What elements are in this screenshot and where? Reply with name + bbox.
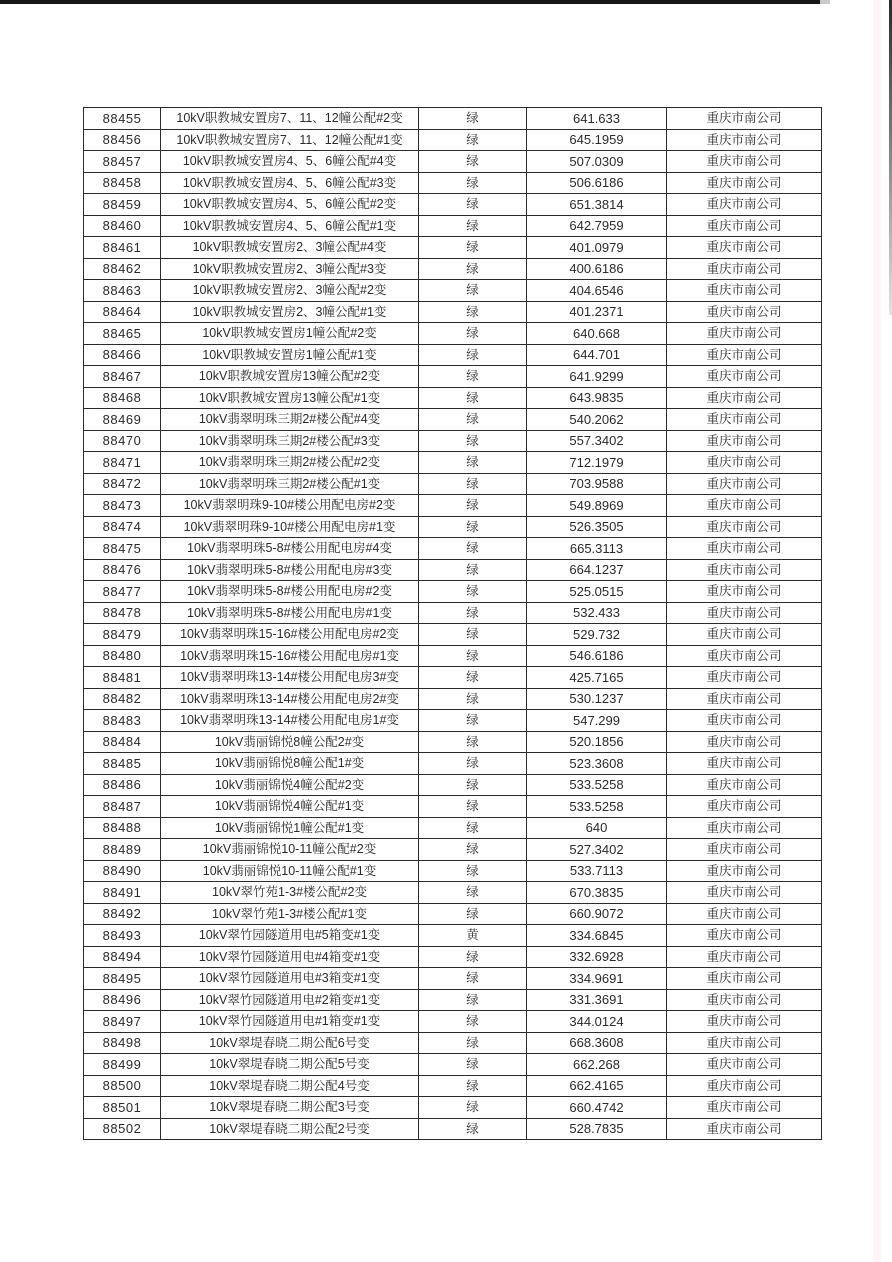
- cell-value: 703.9588: [527, 473, 667, 495]
- cell-company: 重庆市南公司: [667, 796, 822, 818]
- table-row: [84, 215, 822, 237]
- cell-value: 640: [527, 817, 667, 839]
- cell-company: 重庆市南公司: [667, 1054, 822, 1076]
- cell-company: 重庆市南公司: [667, 602, 822, 624]
- table-row: [84, 516, 822, 538]
- cell-station-name: 10kV翠堤春晓二期公配6号变: [161, 1032, 419, 1054]
- cell-value: 401.2371: [527, 301, 667, 323]
- cell-value: 540.2062: [527, 409, 667, 431]
- table-row: [84, 774, 822, 796]
- cell-station-name: 10kV职教城安置房2、3幢公配#3变: [161, 258, 419, 280]
- cell-company: 重庆市南公司: [667, 774, 822, 796]
- cell-station-name: 10kV翡翠明珠三期2#楼公配#4变: [161, 409, 419, 431]
- cell-station-name: 10kV翡翠明珠三期2#楼公配#3变: [161, 430, 419, 452]
- cell-company: 重庆市南公司: [667, 344, 822, 366]
- cell-station-name: 10kV翡丽锦悦10-11幢公配#1变: [161, 860, 419, 882]
- cell-company: 重庆市南公司: [667, 753, 822, 775]
- cell-company: 重庆市南公司: [667, 430, 822, 452]
- cell-record-id: 88488: [84, 817, 161, 839]
- cell-company: 重庆市南公司: [667, 903, 822, 925]
- cell-status: 绿: [419, 882, 527, 904]
- cell-company: 重庆市南公司: [667, 129, 822, 151]
- cell-station-name: 10kV翠竹园隧道用电#5箱变#1变: [161, 925, 419, 947]
- cell-status: 绿: [419, 1118, 527, 1140]
- table-row: [84, 129, 822, 151]
- cell-value: 404.6546: [527, 280, 667, 302]
- cell-value: 532.433: [527, 602, 667, 624]
- cell-station-name: 10kV翡翠明珠9-10#楼公用配电房#2变: [161, 495, 419, 517]
- cell-company: 重庆市南公司: [667, 1097, 822, 1119]
- cell-station-name: 10kV翠堤春晓二期公配2号变: [161, 1118, 419, 1140]
- cell-status: 绿: [419, 129, 527, 151]
- cell-record-id: 88467: [84, 366, 161, 388]
- cell-company: 重庆市南公司: [667, 215, 822, 237]
- cell-value: 334.9691: [527, 968, 667, 990]
- cell-company: 重庆市南公司: [667, 731, 822, 753]
- cell-company: 重庆市南公司: [667, 968, 822, 990]
- cell-company: 重庆市南公司: [667, 645, 822, 667]
- cell-value: 400.6186: [527, 258, 667, 280]
- cell-record-id: 88494: [84, 946, 161, 968]
- cell-station-name: 10kV翠堤春晓二期公配5号变: [161, 1054, 419, 1076]
- cell-company: 重庆市南公司: [667, 1032, 822, 1054]
- table-row: [84, 968, 822, 990]
- table-body: [84, 108, 822, 1140]
- cell-status: 绿: [419, 1054, 527, 1076]
- table-row: [84, 753, 822, 775]
- cell-record-id: 88485: [84, 753, 161, 775]
- cell-value: 425.7165: [527, 667, 667, 689]
- cell-station-name: 10kV职教城安置房4、5、6幢公配#2变: [161, 194, 419, 216]
- cell-station-name: 10kV翡翠明珠三期2#楼公配#1变: [161, 473, 419, 495]
- cell-record-id: 88502: [84, 1118, 161, 1140]
- table-row: [84, 602, 822, 624]
- cell-record-id: 88470: [84, 430, 161, 452]
- cell-company: 重庆市南公司: [667, 409, 822, 431]
- cell-record-id: 88479: [84, 624, 161, 646]
- cell-status: 绿: [419, 581, 527, 603]
- table-row: [84, 387, 822, 409]
- cell-status: 绿: [419, 473, 527, 495]
- table-row: [84, 538, 822, 560]
- cell-station-name: 10kV翠竹园隧道用电#4箱变#1变: [161, 946, 419, 968]
- cell-status: 绿: [419, 946, 527, 968]
- cell-record-id: 88474: [84, 516, 161, 538]
- cell-company: 重庆市南公司: [667, 1075, 822, 1097]
- table-row: [84, 409, 822, 431]
- cell-value: 533.5258: [527, 774, 667, 796]
- table-row: [84, 194, 822, 216]
- table-row: [84, 925, 822, 947]
- cell-value: 344.0124: [527, 1011, 667, 1033]
- cell-record-id: 88460: [84, 215, 161, 237]
- cell-record-id: 88489: [84, 839, 161, 861]
- cell-record-id: 88481: [84, 667, 161, 689]
- table-row: [84, 581, 822, 603]
- cell-record-id: 88501: [84, 1097, 161, 1119]
- cell-status: 绿: [419, 387, 527, 409]
- cell-status: 绿: [419, 688, 527, 710]
- cell-station-name: 10kV翡翠明珠15-16#楼公用配电房#2变: [161, 624, 419, 646]
- cell-value: 530.1237: [527, 688, 667, 710]
- cell-status: 绿: [419, 366, 527, 388]
- cell-company: 重庆市南公司: [667, 817, 822, 839]
- cell-value: 643.9835: [527, 387, 667, 409]
- table-row: [84, 366, 822, 388]
- table-row: [84, 817, 822, 839]
- table-row: [84, 688, 822, 710]
- cell-station-name: 10kV翡翠明珠13-14#楼公用配电房1#变: [161, 710, 419, 732]
- cell-status: 绿: [419, 516, 527, 538]
- table-row: [84, 667, 822, 689]
- cell-station-name: 10kV职教城安置房1幢公配#1变: [161, 344, 419, 366]
- cell-value: 520.1856: [527, 731, 667, 753]
- cell-record-id: 88465: [84, 323, 161, 345]
- cell-company: 重庆市南公司: [667, 495, 822, 517]
- table-row: [84, 1011, 822, 1033]
- table-row: [84, 710, 822, 732]
- cell-record-id: 88478: [84, 602, 161, 624]
- cell-status: 绿: [419, 903, 527, 925]
- cell-status: 绿: [419, 452, 527, 474]
- cell-status: 绿: [419, 753, 527, 775]
- cell-status: 绿: [419, 710, 527, 732]
- table-row: [84, 1097, 822, 1119]
- cell-record-id: 88462: [84, 258, 161, 280]
- cell-value: 533.7113: [527, 860, 667, 882]
- cell-record-id: 88459: [84, 194, 161, 216]
- scan-artifact-top-bar: [0, 0, 820, 4]
- cell-company: 重庆市南公司: [667, 710, 822, 732]
- cell-company: 重庆市南公司: [667, 323, 822, 345]
- cell-company: 重庆市南公司: [667, 989, 822, 1011]
- cell-station-name: 10kV职教城安置房4、5、6幢公配#4变: [161, 151, 419, 173]
- cell-company: 重庆市南公司: [667, 473, 822, 495]
- cell-company: 重庆市南公司: [667, 946, 822, 968]
- cell-station-name: 10kV职教城安置房2、3幢公配#2变: [161, 280, 419, 302]
- cell-status: 绿: [419, 108, 527, 130]
- cell-record-id: 88476: [84, 559, 161, 581]
- cell-record-id: 88486: [84, 774, 161, 796]
- cell-station-name: 10kV翠竹苑1-3#楼公配#2变: [161, 882, 419, 904]
- cell-station-name: 10kV翡丽锦悦1幢公配#1变: [161, 817, 419, 839]
- cell-value: 640.668: [527, 323, 667, 345]
- cell-company: 重庆市南公司: [667, 280, 822, 302]
- cell-value: 641.9299: [527, 366, 667, 388]
- cell-status: 绿: [419, 817, 527, 839]
- cell-status: 绿: [419, 645, 527, 667]
- cell-company: 重庆市南公司: [667, 452, 822, 474]
- cell-status: 绿: [419, 280, 527, 302]
- cell-station-name: 10kV职教城安置房7、11、12幢公配#2变: [161, 108, 419, 130]
- cell-value: 507.0309: [527, 151, 667, 173]
- cell-company: 重庆市南公司: [667, 366, 822, 388]
- cell-company: 重庆市南公司: [667, 1011, 822, 1033]
- cell-record-id: 88472: [84, 473, 161, 495]
- cell-value: 642.7959: [527, 215, 667, 237]
- cell-station-name: 10kV职教城安置房13幢公配#1变: [161, 387, 419, 409]
- cell-value: 662.268: [527, 1054, 667, 1076]
- cell-value: 662.4165: [527, 1075, 667, 1097]
- cell-value: 645.1959: [527, 129, 667, 151]
- cell-station-name: 10kV职教城安置房7、11、12幢公配#1变: [161, 129, 419, 151]
- table-row: [84, 559, 822, 581]
- cell-status: 绿: [419, 151, 527, 173]
- cell-station-name: 10kV职教城安置房1幢公配#2变: [161, 323, 419, 345]
- table-row: [84, 237, 822, 259]
- cell-value: 712.1979: [527, 452, 667, 474]
- cell-status: 绿: [419, 344, 527, 366]
- table-row: [84, 344, 822, 366]
- table-row: [84, 731, 822, 753]
- cell-station-name: 10kV职教城安置房4、5、6幢公配#3变: [161, 172, 419, 194]
- scan-artifact-top-bar-tail: [820, 0, 830, 4]
- cell-value: 331.3691: [527, 989, 667, 1011]
- cell-status: 绿: [419, 495, 527, 517]
- cell-record-id: 88496: [84, 989, 161, 1011]
- cell-value: 641.633: [527, 108, 667, 130]
- cell-status: 绿: [419, 796, 527, 818]
- cell-company: 重庆市南公司: [667, 688, 822, 710]
- cell-value: 506.6186: [527, 172, 667, 194]
- cell-value: 526.3505: [527, 516, 667, 538]
- cell-value: 529.732: [527, 624, 667, 646]
- cell-station-name: 10kV翡丽锦悦4幢公配#2变: [161, 774, 419, 796]
- cell-record-id: 88500: [84, 1075, 161, 1097]
- cell-status: 绿: [419, 559, 527, 581]
- cell-record-id: 88458: [84, 172, 161, 194]
- cell-value: 549.8969: [527, 495, 667, 517]
- cell-value: 644.701: [527, 344, 667, 366]
- cell-record-id: 88480: [84, 645, 161, 667]
- table-row: [84, 172, 822, 194]
- cell-station-name: 10kV职教城安置房2、3幢公配#1变: [161, 301, 419, 323]
- table-row: [84, 1118, 822, 1140]
- cell-station-name: 10kV翠竹园隧道用电#2箱变#1变: [161, 989, 419, 1011]
- cell-status: 绿: [419, 430, 527, 452]
- cell-status: 绿: [419, 667, 527, 689]
- cell-value: 401.0979: [527, 237, 667, 259]
- cell-company: 重庆市南公司: [667, 237, 822, 259]
- cell-record-id: 88492: [84, 903, 161, 925]
- cell-value: 528.7835: [527, 1118, 667, 1140]
- cell-station-name: 10kV翡翠明珠5-8#楼公用配电房#4变: [161, 538, 419, 560]
- cell-company: 重庆市南公司: [667, 194, 822, 216]
- cell-value: 651.3814: [527, 194, 667, 216]
- cell-station-name: 10kV翡丽锦悦8幢公配1#变: [161, 753, 419, 775]
- table-row: [84, 495, 822, 517]
- cell-value: 660.4742: [527, 1097, 667, 1119]
- cell-station-name: 10kV职教城安置房13幢公配#2变: [161, 366, 419, 388]
- cell-value: 334.6845: [527, 925, 667, 947]
- cell-value: 546.6186: [527, 645, 667, 667]
- cell-value: 527.3402: [527, 839, 667, 861]
- cell-status: 绿: [419, 409, 527, 431]
- cell-station-name: 10kV翡翠明珠9-10#楼公用配电房#1变: [161, 516, 419, 538]
- cell-company: 重庆市南公司: [667, 581, 822, 603]
- cell-company: 重庆市南公司: [667, 387, 822, 409]
- cell-company: 重庆市南公司: [667, 151, 822, 173]
- cell-status: 绿: [419, 538, 527, 560]
- cell-status: 绿: [419, 968, 527, 990]
- cell-company: 重庆市南公司: [667, 301, 822, 323]
- cell-record-id: 88487: [84, 796, 161, 818]
- table-row: [84, 108, 822, 130]
- table-row: [84, 624, 822, 646]
- cell-status: 绿: [419, 215, 527, 237]
- cell-record-id: 88493: [84, 925, 161, 947]
- cell-record-id: 88483: [84, 710, 161, 732]
- cell-status: 绿: [419, 602, 527, 624]
- cell-station-name: 10kV翡翠明珠13-14#楼公用配电房3#变: [161, 667, 419, 689]
- cell-record-id: 88463: [84, 280, 161, 302]
- table-row: [84, 151, 822, 173]
- table-row: [84, 1032, 822, 1054]
- table-row: [84, 452, 822, 474]
- table-row: [84, 258, 822, 280]
- cell-station-name: 10kV翡翠明珠5-8#楼公用配电房#2变: [161, 581, 419, 603]
- cell-value: 664.1237: [527, 559, 667, 581]
- cell-status: 绿: [419, 258, 527, 280]
- table-row: [84, 882, 822, 904]
- scan-artifact-pink-strip: [873, 0, 881, 1262]
- cell-value: 533.5258: [527, 796, 667, 818]
- cell-status: 绿: [419, 624, 527, 646]
- cell-value: 332.6928: [527, 946, 667, 968]
- cell-status: 绿: [419, 731, 527, 753]
- cell-status: 绿: [419, 301, 527, 323]
- cell-status: 绿: [419, 237, 527, 259]
- cell-record-id: 88497: [84, 1011, 161, 1033]
- cell-value: 668.3608: [527, 1032, 667, 1054]
- table-row: [84, 1054, 822, 1076]
- cell-company: 重庆市南公司: [667, 172, 822, 194]
- table-row: [84, 903, 822, 925]
- cell-company: 重庆市南公司: [667, 538, 822, 560]
- cell-station-name: 10kV翠堤春晓二期公配4号变: [161, 1075, 419, 1097]
- table-row: [84, 839, 822, 861]
- cell-record-id: 88473: [84, 495, 161, 517]
- cell-station-name: 10kV翡丽锦悦10-11幢公配#2变: [161, 839, 419, 861]
- cell-record-id: 88491: [84, 882, 161, 904]
- table-row: [84, 645, 822, 667]
- cell-value: 670.3835: [527, 882, 667, 904]
- cell-status: 绿: [419, 1032, 527, 1054]
- cell-company: 重庆市南公司: [667, 1118, 822, 1140]
- table-row: [84, 946, 822, 968]
- cell-station-name: 10kV翡翠明珠13-14#楼公用配电房2#变: [161, 688, 419, 710]
- cell-value: 665.3113: [527, 538, 667, 560]
- cell-company: 重庆市南公司: [667, 667, 822, 689]
- cell-record-id: 88471: [84, 452, 161, 474]
- cell-station-name: 10kV翠竹园隧道用电#3箱变#1变: [161, 968, 419, 990]
- cell-status: 绿: [419, 172, 527, 194]
- cell-station-name: 10kV翡翠明珠5-8#楼公用配电房#3变: [161, 559, 419, 581]
- cell-status: 绿: [419, 774, 527, 796]
- table-row: [84, 796, 822, 818]
- cell-value: 547.299: [527, 710, 667, 732]
- cell-company: 重庆市南公司: [667, 839, 822, 861]
- cell-company: 重庆市南公司: [667, 108, 822, 130]
- cell-record-id: 88477: [84, 581, 161, 603]
- cell-record-id: 88482: [84, 688, 161, 710]
- cell-status: 绿: [419, 1075, 527, 1097]
- cell-station-name: 10kV翡丽锦悦8幢公配2#变: [161, 731, 419, 753]
- cell-station-name: 10kV翡翠明珠三期2#楼公配#2变: [161, 452, 419, 474]
- cell-value: 557.3402: [527, 430, 667, 452]
- cell-station-name: 10kV职教城安置房4、5、6幢公配#1变: [161, 215, 419, 237]
- cell-station-name: 10kV翠竹苑1-3#楼公配#1变: [161, 903, 419, 925]
- cell-status: 绿: [419, 989, 527, 1011]
- cell-record-id: 88469: [84, 409, 161, 431]
- cell-record-id: 88464: [84, 301, 161, 323]
- cell-station-name: 10kV翠堤春晓二期公配3号变: [161, 1097, 419, 1119]
- cell-value: 525.0515: [527, 581, 667, 603]
- cell-record-id: 88456: [84, 129, 161, 151]
- cell-status: 绿: [419, 839, 527, 861]
- cell-status: 绿: [419, 860, 527, 882]
- cell-company: 重庆市南公司: [667, 624, 822, 646]
- cell-status: 绿: [419, 1097, 527, 1119]
- cell-station-name: 10kV翡翠明珠15-16#楼公用配电房#1变: [161, 645, 419, 667]
- table-row: [84, 989, 822, 1011]
- cell-station-name: 10kV翡翠明珠5-8#楼公用配电房#1变: [161, 602, 419, 624]
- cell-status: 绿: [419, 194, 527, 216]
- cell-record-id: 88475: [84, 538, 161, 560]
- cell-company: 重庆市南公司: [667, 925, 822, 947]
- cell-value: 523.3608: [527, 753, 667, 775]
- cell-company: 重庆市南公司: [667, 882, 822, 904]
- cell-company: 重庆市南公司: [667, 516, 822, 538]
- transformer-records-table: [83, 107, 822, 1140]
- cell-station-name: 10kV翠竹园隧道用电#1箱变#1变: [161, 1011, 419, 1033]
- cell-company: 重庆市南公司: [667, 559, 822, 581]
- cell-record-id: 88457: [84, 151, 161, 173]
- cell-record-id: 88466: [84, 344, 161, 366]
- cell-record-id: 88461: [84, 237, 161, 259]
- table-row: [84, 323, 822, 345]
- cell-status: 绿: [419, 1011, 527, 1033]
- cell-record-id: 88490: [84, 860, 161, 882]
- table-row: [84, 473, 822, 495]
- table-row: [84, 1075, 822, 1097]
- cell-status: 绿: [419, 323, 527, 345]
- cell-company: 重庆市南公司: [667, 860, 822, 882]
- cell-record-id: 88499: [84, 1054, 161, 1076]
- cell-record-id: 88455: [84, 108, 161, 130]
- table-row: [84, 301, 822, 323]
- table-row: [84, 280, 822, 302]
- table-row: [84, 860, 822, 882]
- cell-company: 重庆市南公司: [667, 258, 822, 280]
- cell-value: 660.9072: [527, 903, 667, 925]
- cell-record-id: 88498: [84, 1032, 161, 1054]
- table-row: [84, 430, 822, 452]
- cell-record-id: 88468: [84, 387, 161, 409]
- cell-station-name: 10kV翡丽锦悦4幢公配#1变: [161, 796, 419, 818]
- cell-record-id: 88495: [84, 968, 161, 990]
- cell-station-name: 10kV职教城安置房2、3幢公配#4变: [161, 237, 419, 259]
- cell-record-id: 88484: [84, 731, 161, 753]
- cell-status: 黄: [419, 925, 527, 947]
